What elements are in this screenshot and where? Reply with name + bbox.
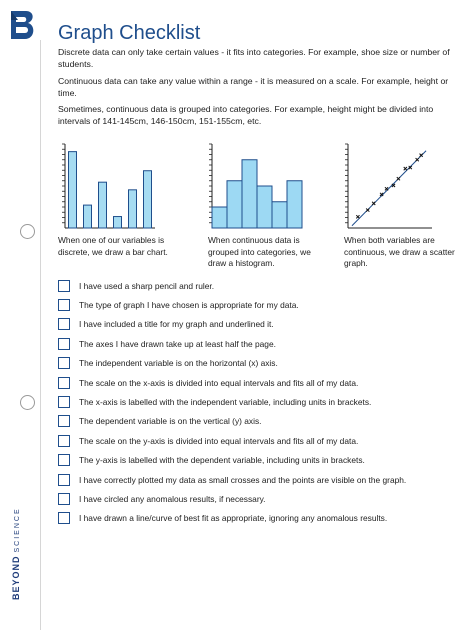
paragraph-continuous: Continuous data can take any value within a range - it is measured on a scale. For example, height or time. xyxy=(58,76,449,98)
checklist-item xyxy=(58,451,468,470)
checkbox[interactable] xyxy=(58,338,70,350)
checklist-item-label: The scale on the y-axis is divided into equal intervals and fits all of my data. xyxy=(79,435,359,446)
checklist-item xyxy=(58,334,468,353)
data-point xyxy=(356,215,359,218)
checklist-item-label: I have used a sharp pencil and ruler. xyxy=(79,280,215,291)
caption-scatter: When both variables are continuous, we draw a scatter graph. xyxy=(344,235,455,269)
checkbox[interactable] xyxy=(58,512,70,524)
histogram-bar xyxy=(227,181,242,228)
checklist-item-label: I have included a title for my graph and underlined it. xyxy=(79,319,274,330)
paragraph-discrete: Discrete data can only take certain values - it fits into categories. For example, shoe size or number of students. xyxy=(58,47,450,69)
checkbox[interactable] xyxy=(58,493,70,505)
margin-line xyxy=(40,40,41,630)
checkbox[interactable] xyxy=(58,318,70,330)
bar xyxy=(114,217,122,228)
checkbox[interactable] xyxy=(58,280,70,292)
left-margin xyxy=(0,0,42,632)
checkbox[interactable] xyxy=(58,474,70,486)
checkbox[interactable] xyxy=(58,299,70,311)
checklist-item-label: I have drawn a line/curve of best fit as appropriate, ignoring any anomalous results. xyxy=(79,513,388,524)
checklist-item xyxy=(58,412,468,431)
bar-chart xyxy=(58,140,158,232)
bar xyxy=(144,171,152,228)
checklist-item xyxy=(58,315,468,334)
checklist-item-label: I have circled any anomalous results, if necessary. xyxy=(79,493,266,504)
checklist-item-label: I have correctly plotted my data as small crosses and the points are visible on the graph. xyxy=(79,474,407,485)
checklist-item-label: The scale on the x-axis is divided into equal intervals and fits all of my data. xyxy=(79,377,359,388)
histogram-bar xyxy=(242,160,257,228)
checklist-item xyxy=(58,509,468,528)
checklist-item xyxy=(58,470,468,489)
caption-bar-chart: When one of our variables is discrete, we draw a bar chart. xyxy=(58,235,168,257)
checklist-item-label: The y-axis is labelled with the dependent variable, including units in brackets. xyxy=(79,455,365,466)
checkbox[interactable] xyxy=(58,415,70,427)
checklist-item xyxy=(58,354,468,373)
checkbox[interactable] xyxy=(58,377,70,389)
data-point xyxy=(404,167,407,170)
punch-hole-top xyxy=(20,224,35,239)
checklist-item xyxy=(58,392,468,411)
checklist-item xyxy=(58,489,468,508)
data-point xyxy=(416,158,419,161)
checklist-item-label: The axes I have drawn take up at least half the page. xyxy=(79,338,276,349)
histogram-bar xyxy=(212,207,227,228)
checklist-item xyxy=(58,276,468,295)
histogram-chart xyxy=(208,140,308,232)
bar xyxy=(129,190,137,228)
histogram-bar xyxy=(287,181,302,228)
data-point xyxy=(366,208,369,211)
paragraph-grouped: Sometimes, continuous data is grouped into categories. For example, height might be divided into intervals of 141-145cm, 146-150cm, 151-155cm, etc. xyxy=(58,104,434,126)
checklist-item-label: The x-axis is labelled with the independent variable, including units in brackets. xyxy=(79,397,372,408)
checkbox[interactable] xyxy=(58,435,70,447)
bar xyxy=(99,182,107,228)
checklist-item xyxy=(58,295,468,314)
data-point xyxy=(397,177,400,180)
data-point xyxy=(385,187,388,190)
brand-sub: SCIENCE xyxy=(14,507,21,553)
best-fit-line xyxy=(352,151,426,226)
histogram-bar xyxy=(272,202,287,228)
checklist-item-label: The independent variable is on the horizontal (x) axis. xyxy=(79,358,278,369)
caption-histogram: When continuous data is grouped into categories, we draw a histogram. xyxy=(208,235,311,269)
punch-hole-bottom xyxy=(20,395,35,410)
data-point xyxy=(372,202,375,205)
checklist-item-label: The type of graph I have chosen is appropriate for my data. xyxy=(79,300,299,311)
checklist-item xyxy=(58,431,468,450)
page-title: Graph Checklist xyxy=(58,22,201,44)
checklist-item xyxy=(58,373,468,392)
checklist xyxy=(58,276,468,528)
brand-name: BEYOND xyxy=(11,555,21,600)
histogram-bar xyxy=(257,186,272,228)
checklist-item-label: The dependent variable is on the vertical (y) axis. xyxy=(79,416,262,427)
bar xyxy=(69,152,77,228)
checkbox[interactable] xyxy=(58,396,70,408)
beyond-logo xyxy=(8,8,38,42)
bar xyxy=(84,205,92,228)
checkbox[interactable] xyxy=(58,357,70,369)
brand-vertical xyxy=(11,507,21,600)
scatter-chart xyxy=(344,140,434,232)
checkbox[interactable] xyxy=(58,454,70,466)
